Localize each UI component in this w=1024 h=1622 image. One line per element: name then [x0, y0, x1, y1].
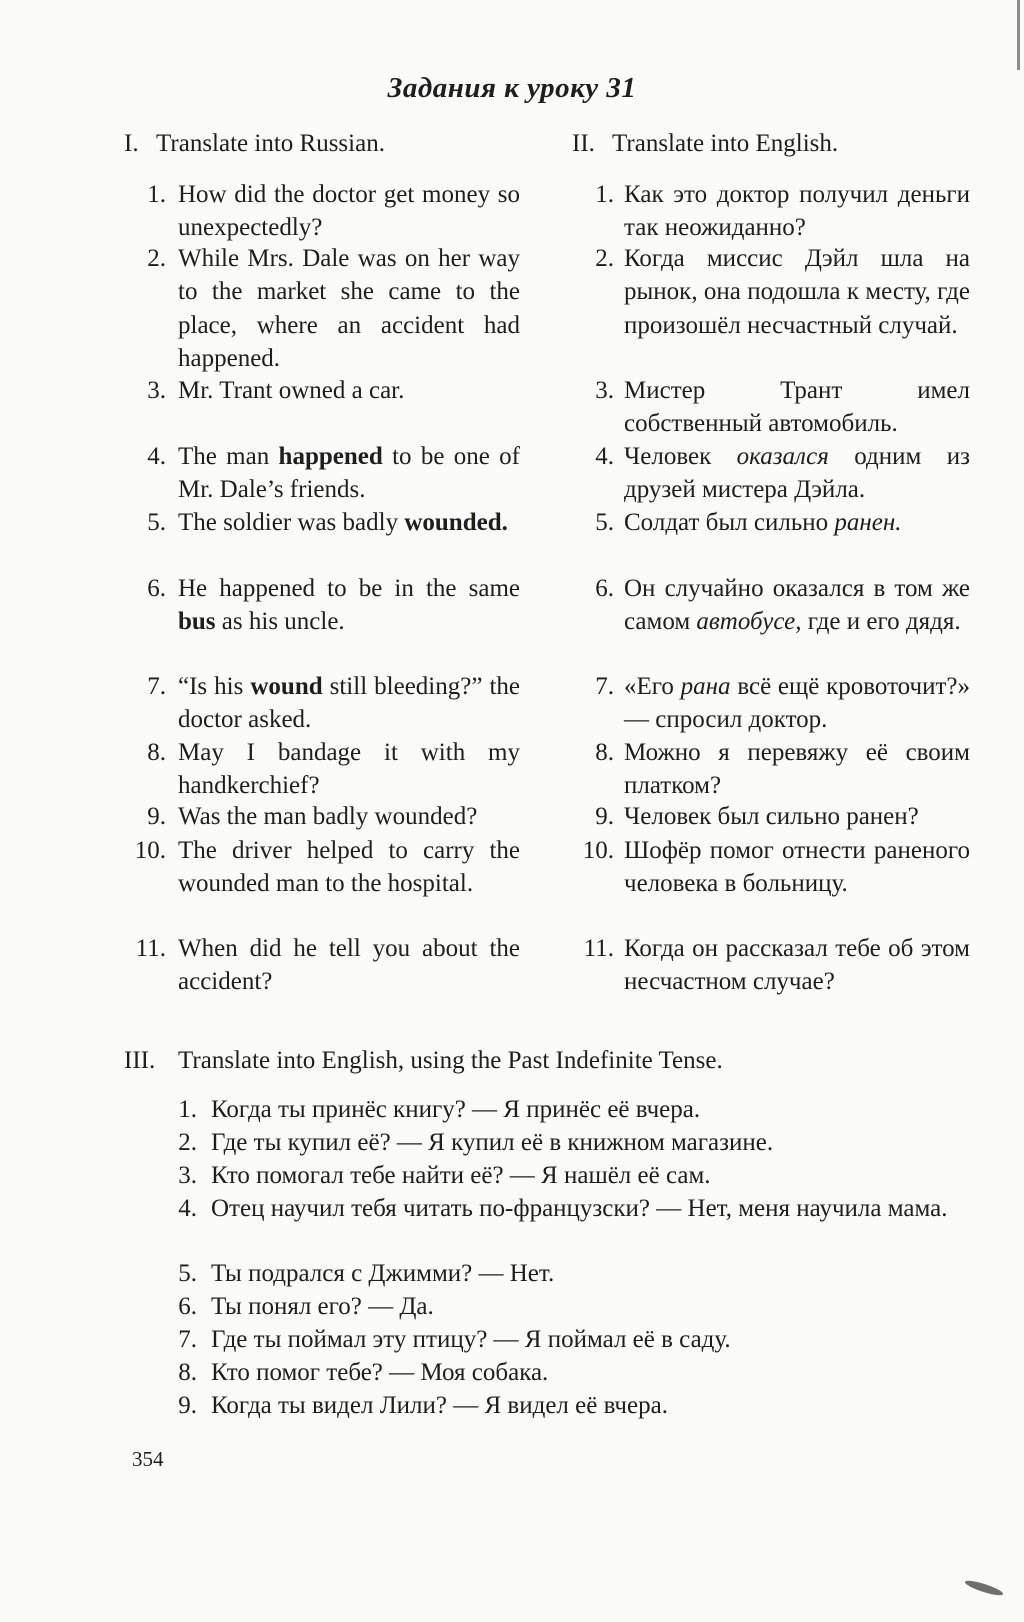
bold-term: happened	[278, 443, 383, 470]
list-item	[578, 572, 970, 639]
item-text	[624, 670, 970, 737]
text-fragment: Когда ты видел Лили? — Я видел её вчера.	[211, 1392, 668, 1419]
section-3-number: III.	[124, 1047, 156, 1074]
section-2-heading-text: Translate into English.	[612, 130, 839, 157]
list-item	[578, 242, 970, 342]
item-text	[624, 736, 970, 803]
section-3-heading-text: Translate into English, using the Past Indefinite Tense.	[178, 1047, 723, 1074]
list-item	[130, 834, 520, 901]
italic-term: автобусе,	[696, 608, 802, 636]
item-number: 5.	[147, 509, 166, 536]
item-text	[211, 1192, 970, 1225]
item-text	[624, 572, 970, 639]
list-item	[578, 374, 970, 441]
item-text	[211, 1257, 970, 1290]
text-fragment: Ты понял его? — Да.	[211, 1293, 434, 1320]
text-fragment: Где ты купил её? — Я купил её в книжном магазине.	[211, 1129, 774, 1156]
item-number: 6.	[178, 1293, 197, 1320]
item-number: 9.	[147, 803, 166, 830]
text-fragment: Кто помогал тебе найти её? — Я нашёл её сам.	[211, 1162, 711, 1189]
item-number: 11.	[583, 935, 614, 962]
item-number: 4.	[595, 443, 614, 470]
item-text	[624, 506, 970, 539]
text-fragment: Солдат был сильно	[624, 509, 835, 536]
item-text	[211, 1093, 970, 1126]
text-fragment: Можно я перевяжу её своим платком?	[624, 739, 970, 800]
text-fragment: Когда ты принёс книгу? — Я принёс её вчера.	[211, 1096, 701, 1123]
text-fragment: где и его дядя.	[801, 608, 961, 636]
item-number: 2.	[147, 245, 166, 272]
item-number: 7.	[147, 673, 166, 700]
page-title: Задания к уроку 31	[387, 72, 637, 104]
item-text	[624, 242, 970, 342]
item-number: 2.	[595, 245, 614, 272]
text-fragment: Шофёр помог отнести раненого человека в больницу.	[624, 837, 970, 898]
list-item	[165, 1093, 970, 1126]
item-number: 10.	[134, 837, 166, 864]
bold-term: bus	[178, 608, 216, 636]
text-fragment: Когда он рассказал тебе об этом несчастном случае?	[624, 935, 970, 996]
text-fragment: May I bandage it with my handkerchief?	[178, 739, 520, 800]
item-text	[211, 1159, 970, 1192]
item-number: 1.	[178, 1096, 197, 1123]
list-item	[130, 440, 520, 507]
item-text	[178, 242, 520, 375]
item-number: 1.	[595, 181, 614, 208]
item-number: 10.	[582, 837, 614, 864]
item-text	[178, 800, 520, 833]
text-fragment: to be one of Mr. Dale’s friends.	[178, 443, 520, 504]
text-fragment: as his uncle.	[215, 608, 345, 636]
item-number: 9.	[595, 803, 614, 830]
item-text	[211, 1356, 970, 1389]
text-fragment: The man	[178, 443, 279, 470]
text-fragment: He happened to be in the same	[178, 575, 520, 602]
text-fragment: одним из друзей мистера Дэйла.	[624, 443, 970, 504]
list-item	[130, 670, 520, 737]
item-text	[178, 834, 520, 901]
list-item	[130, 800, 520, 833]
text-fragment: Was the man badly wounded?	[178, 803, 478, 830]
item-text	[624, 374, 970, 441]
item-number: 8.	[147, 739, 166, 766]
bold-term: wounded.	[404, 509, 508, 536]
item-number: 4.	[147, 443, 166, 470]
text-fragment: Кто помог тебе? — Моя собака.	[211, 1359, 549, 1386]
list-item	[130, 736, 520, 803]
item-number: 4.	[178, 1195, 197, 1222]
list-item	[165, 1290, 970, 1323]
item-text	[624, 834, 970, 901]
item-number: 6.	[595, 575, 614, 602]
italic-term: ранен.	[834, 509, 902, 536]
text-fragment: When did he tell you about the accident?	[178, 935, 520, 996]
list-item	[165, 1257, 970, 1290]
list-item	[578, 178, 970, 245]
item-number: 11.	[135, 935, 166, 962]
text-fragment: Он случайно оказался в том же самом	[624, 575, 970, 636]
item-text	[178, 178, 520, 245]
item-number: 5.	[178, 1260, 197, 1287]
list-item	[165, 1356, 970, 1389]
item-number: 6.	[147, 575, 166, 602]
item-text	[211, 1290, 970, 1323]
section-3-heading	[124, 1045, 723, 1077]
section-2-number: II.	[572, 130, 595, 157]
text-fragment: Как это доктор получил деньги так неожиданно?	[624, 181, 970, 242]
item-number: 9.	[178, 1392, 197, 1419]
list-item	[165, 1126, 970, 1159]
item-text	[211, 1126, 970, 1159]
list-item	[578, 506, 970, 539]
section-2-heading	[572, 128, 838, 160]
text-fragment: Mr. Trant owned a car.	[178, 377, 405, 404]
list-item	[578, 736, 970, 803]
bold-term: wound	[250, 673, 323, 700]
text-fragment: Человек был сильно ранен?	[624, 803, 919, 830]
italic-term: рана	[680, 673, 731, 700]
text-fragment: still bleeding?” the doctor asked.	[178, 673, 520, 734]
list-item	[165, 1323, 970, 1356]
item-text	[624, 800, 970, 833]
list-item	[130, 242, 520, 375]
page-number: 354	[132, 1447, 164, 1471]
item-text	[178, 932, 520, 999]
list-item	[578, 670, 970, 737]
item-number: 8.	[595, 739, 614, 766]
text-fragment: “Is his	[178, 673, 251, 700]
list-item	[165, 1389, 970, 1422]
text-fragment: The driver helped to carry the wounded man to the hospital.	[178, 837, 520, 898]
italic-term: оказался	[736, 443, 829, 470]
item-text	[624, 440, 970, 507]
item-number: 7.	[178, 1326, 197, 1353]
item-text	[178, 572, 520, 639]
list-item	[130, 178, 520, 245]
text-fragment: Где ты поймал эту птицу? — Я поймал её в саду.	[211, 1326, 731, 1353]
item-number: 3.	[147, 377, 166, 404]
list-item	[165, 1159, 970, 1192]
list-item	[165, 1192, 970, 1225]
item-text	[178, 736, 520, 803]
item-number: 2.	[178, 1129, 197, 1156]
text-fragment: Ты подрался с Джимми? — Нет.	[211, 1260, 555, 1287]
item-number: 7.	[595, 673, 614, 700]
section-1-number: I.	[124, 130, 139, 157]
text-fragment: «Его	[624, 673, 681, 700]
item-text	[178, 670, 520, 737]
text-fragment: всё ещё кровоточит?» — спросил доктор.	[624, 673, 970, 734]
item-text	[624, 932, 970, 999]
text-fragment: While Mrs. Dale was on her way to the market she came to the place, where an accident had happened.	[178, 245, 520, 372]
text-fragment: Мистер Трант имел собственный автомобиль.	[624, 377, 970, 438]
item-number: 5.	[595, 509, 614, 536]
list-item	[578, 440, 970, 507]
text-fragment: The soldier was badly	[178, 509, 405, 536]
list-item	[578, 800, 970, 833]
list-item	[130, 932, 520, 999]
item-text	[624, 178, 970, 245]
list-item	[130, 572, 520, 639]
item-number: 3.	[178, 1162, 197, 1189]
page-edge-mark	[1017, 0, 1020, 70]
item-text	[178, 374, 520, 407]
item-text	[211, 1389, 970, 1422]
text-fragment: How did the doctor get money so unexpectedly?	[178, 181, 520, 242]
item-number: 8.	[178, 1359, 197, 1386]
item-number: 3.	[595, 377, 614, 404]
item-number: 1.	[147, 181, 166, 208]
list-item	[578, 932, 970, 999]
item-text	[178, 440, 520, 507]
text-fragment: Человек	[624, 443, 737, 470]
list-item	[130, 374, 520, 407]
text-fragment: Когда миссис Дэйл шла на рынок, она подошла к месту, где произошёл несчастный случай.	[624, 245, 970, 339]
item-text	[211, 1323, 970, 1356]
text-fragment: Отец научил тебя читать по-французски? — Нет, меня научила мама.	[211, 1195, 948, 1222]
section-1-heading	[124, 128, 385, 160]
list-item	[130, 506, 520, 539]
item-text	[178, 506, 520, 539]
section-1-heading-text: Translate into Russian.	[156, 130, 385, 157]
list-item	[578, 834, 970, 901]
corner-smudge	[964, 1578, 1005, 1598]
